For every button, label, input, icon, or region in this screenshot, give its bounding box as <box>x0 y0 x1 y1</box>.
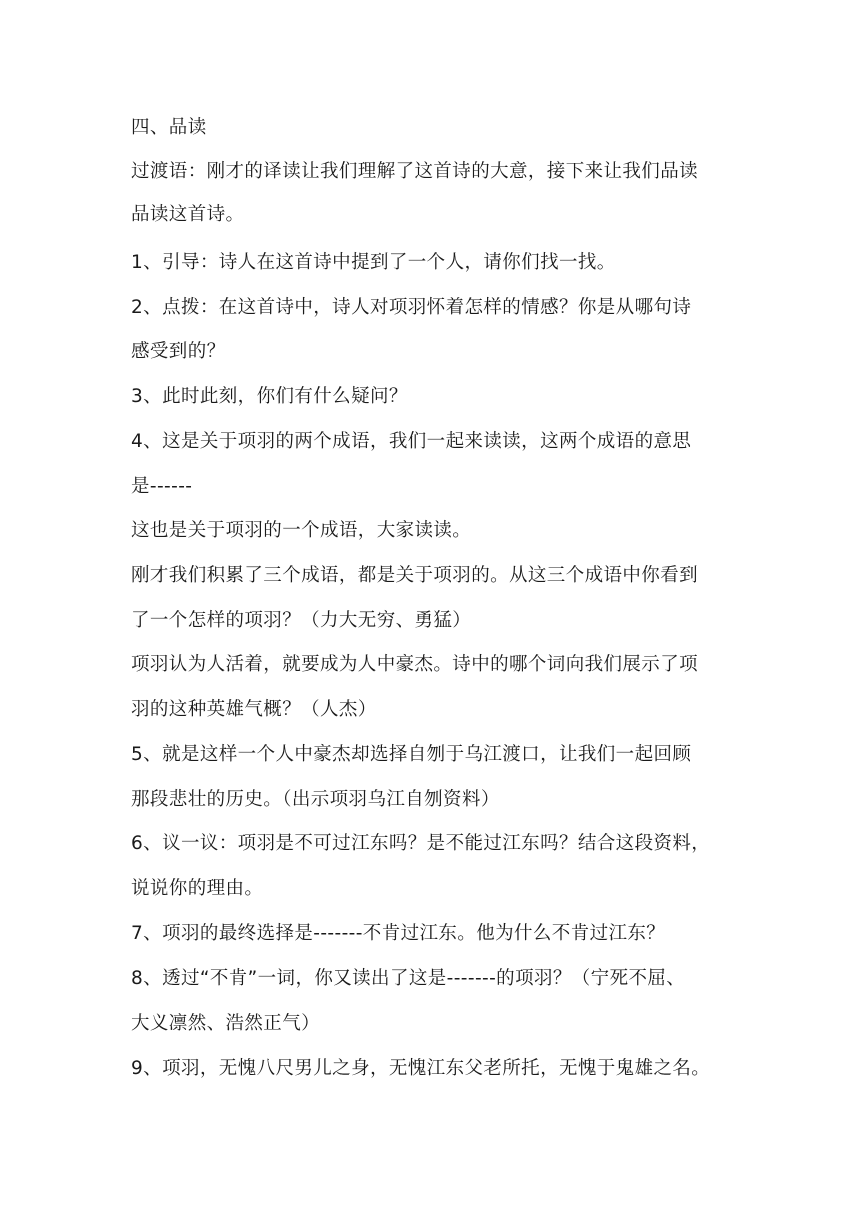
text-line: 是------ <box>131 476 193 497</box>
text-line: 4、这是关于项羽的两个成语，我们一起来读读，这两个成语的意思 <box>131 431 692 452</box>
text-line: 羽的这种英雄气概？（人杰） <box>131 699 377 720</box>
section-heading: 四、品读 <box>131 117 207 138</box>
text-line: 5、就是这样一个人中豪杰却选择自刎于乌江渡口，让我们一起回顾 <box>131 744 692 765</box>
text-line: 刚才我们积累了三个成语，都是关于项羽的。从这三个成语中你看到 <box>131 565 699 586</box>
text-line: 过渡语：刚才的译读让我们理解了这首诗的大意，接下来让我们品读 <box>131 161 699 182</box>
text-line: 感受到的？ <box>131 341 226 362</box>
text-line: 8、透过“不肯”一词，你又读出了这是-------的项羽？（宁死不屈、 <box>131 968 686 989</box>
text-line: 说说你的理由。 <box>131 878 264 899</box>
text-line: 2、点拨：在这首诗中，诗人对项羽怀着怎样的情感？你是从哪句诗 <box>131 297 692 318</box>
text-line: 那段悲壮的历史。（出示项羽乌江自刎资料） <box>131 789 500 810</box>
text-line: 6、议一议：项羽是不可过江东吗？是不能过江东吗？结合这段资料， <box>131 833 711 854</box>
text-line: 大义凛然、浩然正气） <box>131 1013 321 1034</box>
text-line: 品读这首诗。 <box>131 204 245 225</box>
text-line: 7、项羽的最终选择是-------不肯过江东。他为什么不肯过江东？ <box>131 923 666 944</box>
text-line: 9、项羽，无愧八尺男儿之身，无愧江东父老所托，无愧于鬼雄之名。 <box>131 1058 711 1079</box>
text-line: 了一个怎样的项羽？（力大无穷、勇猛） <box>131 610 472 631</box>
text-line: 3、此时此刻，你们有什么疑问？ <box>131 386 408 407</box>
text-line: 这也是关于项羽的一个成语，大家读读。 <box>131 520 472 541</box>
text-line: 项羽认为人活着，就要成为人中豪杰。诗中的哪个词向我们展示了项 <box>131 654 699 675</box>
text-line: 1、引导：诗人在这首诗中提到了一个人，请你们找一找。 <box>131 252 616 273</box>
